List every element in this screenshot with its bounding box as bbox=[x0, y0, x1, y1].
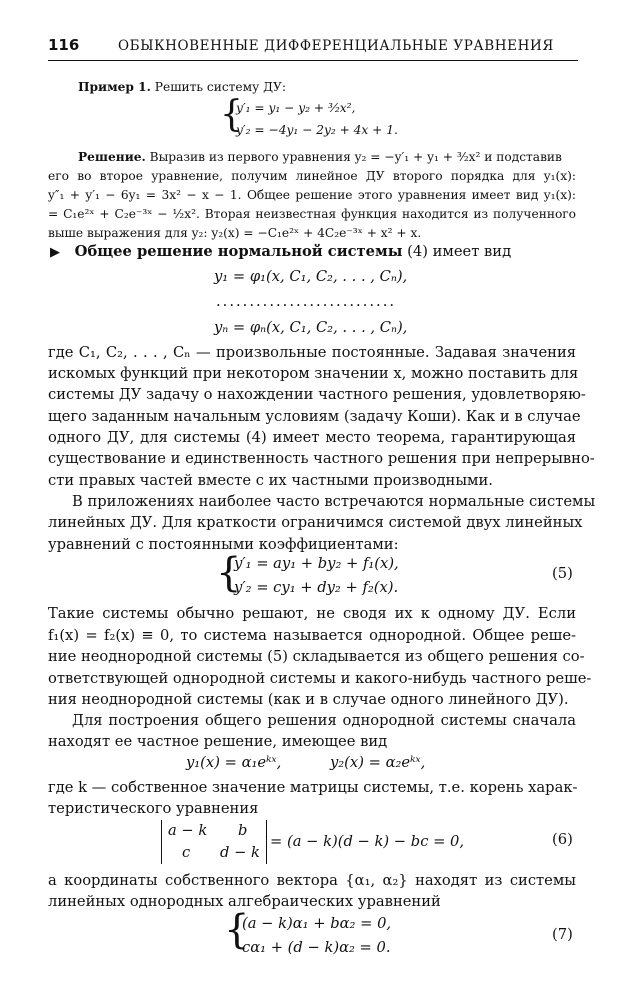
example-text: Решить систему ДУ: bbox=[154, 80, 286, 94]
paragraph1-line: одного ДУ, для системы (4) имеет место теорема, гарантирующая bbox=[48, 429, 576, 446]
paragraph4-line: находят ее частное решение, имеющее вид bbox=[48, 733, 388, 750]
particular-eq2: y₂(x) = α₂eᵏˣ, bbox=[330, 754, 426, 771]
solution-line-2: его во второе уравнение, получим линейное ДУ второго порядка для y₁(x): bbox=[48, 169, 576, 183]
paragraph5-line: теристического уравнения bbox=[48, 800, 259, 817]
system7-eq2: cα₁ + (d − k)α₂ = 0. bbox=[242, 939, 391, 956]
system5-eq1: y′₁ = ay₁ + by₂ + f₁(x), bbox=[234, 555, 399, 572]
paragraph6-line: линейных однородных алгебраических уравнений bbox=[48, 893, 441, 910]
paragraph1-line: системы ДУ задачу о нахождении частного решения, удовлетворяю- bbox=[48, 386, 586, 403]
example-brace: { bbox=[220, 94, 243, 135]
system5-brace: { bbox=[216, 550, 242, 596]
paragraph2-line: В приложениях наиболее часто встречаются нормальные системы bbox=[72, 493, 596, 510]
determinant bbox=[161, 820, 267, 864]
example-label: Пример 1. bbox=[78, 80, 151, 94]
particular-eq1: y₁(x) = α₁eᵏˣ, bbox=[186, 754, 282, 771]
paragraph1-line: щего заданным начальным условиям (задачу Коши). Как и в случае bbox=[48, 408, 581, 425]
paragraph3-line: Такие системы обычно решают, не сводя их к одному ДУ. Если bbox=[48, 605, 576, 622]
paragraph2-line: уравнений с постоянными коэффициентами: bbox=[48, 536, 399, 553]
general-solution-dots: ........................... bbox=[216, 293, 397, 310]
section-title: Общее решение нормальной системы bbox=[74, 243, 403, 260]
system7-brace: { bbox=[224, 907, 250, 953]
general-solution-eqn: yₙ = φₙ(x, C₁, C₂, . . . , Cₙ), bbox=[214, 319, 408, 336]
paragraph2-line: линейных ДУ. Для краткости ограничимся системой двух линейных bbox=[48, 514, 583, 531]
running-title: ОБЫКНОВЕННЫЕ ДИФФЕРЕНЦИАЛЬНЫЕ УРАВНЕНИЯ bbox=[118, 38, 554, 54]
general-solution-eq1: y₁ = φ₁(x, C₁, C₂, . . . , Cₙ), bbox=[214, 268, 408, 285]
example-eq1: y′₁ = y₁ − y₂ + ³⁄₂x², bbox=[236, 101, 356, 115]
paragraph3-line: f₁(x) = f₂(x) ≡ 0, то система называется однородной. Общее реше- bbox=[48, 627, 576, 644]
paragraph6-line: а координаты собственного вектора {α₁, α₂} находят из системы bbox=[48, 872, 576, 889]
equation-number-6: (6) bbox=[552, 831, 573, 848]
paragraph4-line: Для построения общего решения однородной системы сначала bbox=[72, 712, 576, 729]
solution-line-5: выше выражения для y₂: y₂(x) = −C₁e²ˣ + 4C₂e⁻³ˣ + x² + x. bbox=[48, 226, 422, 240]
system5-eq2: y′₂ = cy₁ + dy₂ + f₂(x). bbox=[234, 579, 399, 596]
det-d: d − k bbox=[220, 844, 260, 861]
det-a: a − k bbox=[168, 822, 208, 839]
paragraph1-line: существование и единственность частного решения при непрерывно- bbox=[48, 450, 595, 467]
solution-line-3: y″₁ + y′₁ − 6y₁ = 3x² − x − 1. Общее решение этого уравнения имеет вид y₁(x): bbox=[48, 188, 576, 202]
paragraph1-line: где C₁, C₂, . . . , Cₙ — произвольные постоянные. Задавая значения bbox=[48, 344, 576, 361]
solution-line-1: Решение. Выразив из первого уравнения y₂ = −y′₁ + y₁ + ³⁄₂x² и подставив bbox=[78, 150, 562, 164]
paragraph3-line: ние неоднородной системы (5) складывается из общего решения со- bbox=[48, 648, 585, 665]
example-eq2: y′₂ = −4y₁ − 2y₂ + 4x + 1. bbox=[236, 123, 398, 137]
section-title-rest: (4) имеет вид bbox=[407, 243, 512, 260]
paragraph3-line: ния неоднородной системы (как и в случае одного линейного ДУ). bbox=[48, 691, 569, 708]
paragraph3-line: ответствующей однородной системы и какого-нибудь частного реше- bbox=[48, 670, 592, 687]
det-c: c bbox=[182, 844, 191, 861]
solution-label: Решение. bbox=[78, 150, 146, 164]
paragraph5-line: где k — собственное значение матрицы системы, т.е. корень харак- bbox=[48, 779, 578, 796]
system7-eq1: (a − k)α₁ + bα₂ = 0, bbox=[242, 915, 392, 932]
det-b: b bbox=[238, 822, 248, 839]
section-heading bbox=[50, 241, 511, 263]
solution-line-4: = C₁e²ˣ + C₂e⁻³ˣ − ½x². Вторая неизвестная функция находится из полученного bbox=[48, 207, 576, 221]
page-number: 116 bbox=[48, 36, 80, 54]
det-rhs: = (a − k)(d − k) − bc = 0, bbox=[270, 833, 465, 850]
paragraph1-line: сти правых частей вместе с их частными производными. bbox=[48, 472, 493, 489]
running-header bbox=[48, 36, 578, 61]
paragraph1-line: искомых функций при некотором значении x, можно поставить для bbox=[48, 365, 579, 382]
equation-number-7: (7) bbox=[552, 926, 573, 943]
example-heading bbox=[78, 78, 286, 97]
section-marker-icon: ▶ bbox=[50, 245, 60, 260]
equation-number-5: (5) bbox=[552, 565, 573, 582]
